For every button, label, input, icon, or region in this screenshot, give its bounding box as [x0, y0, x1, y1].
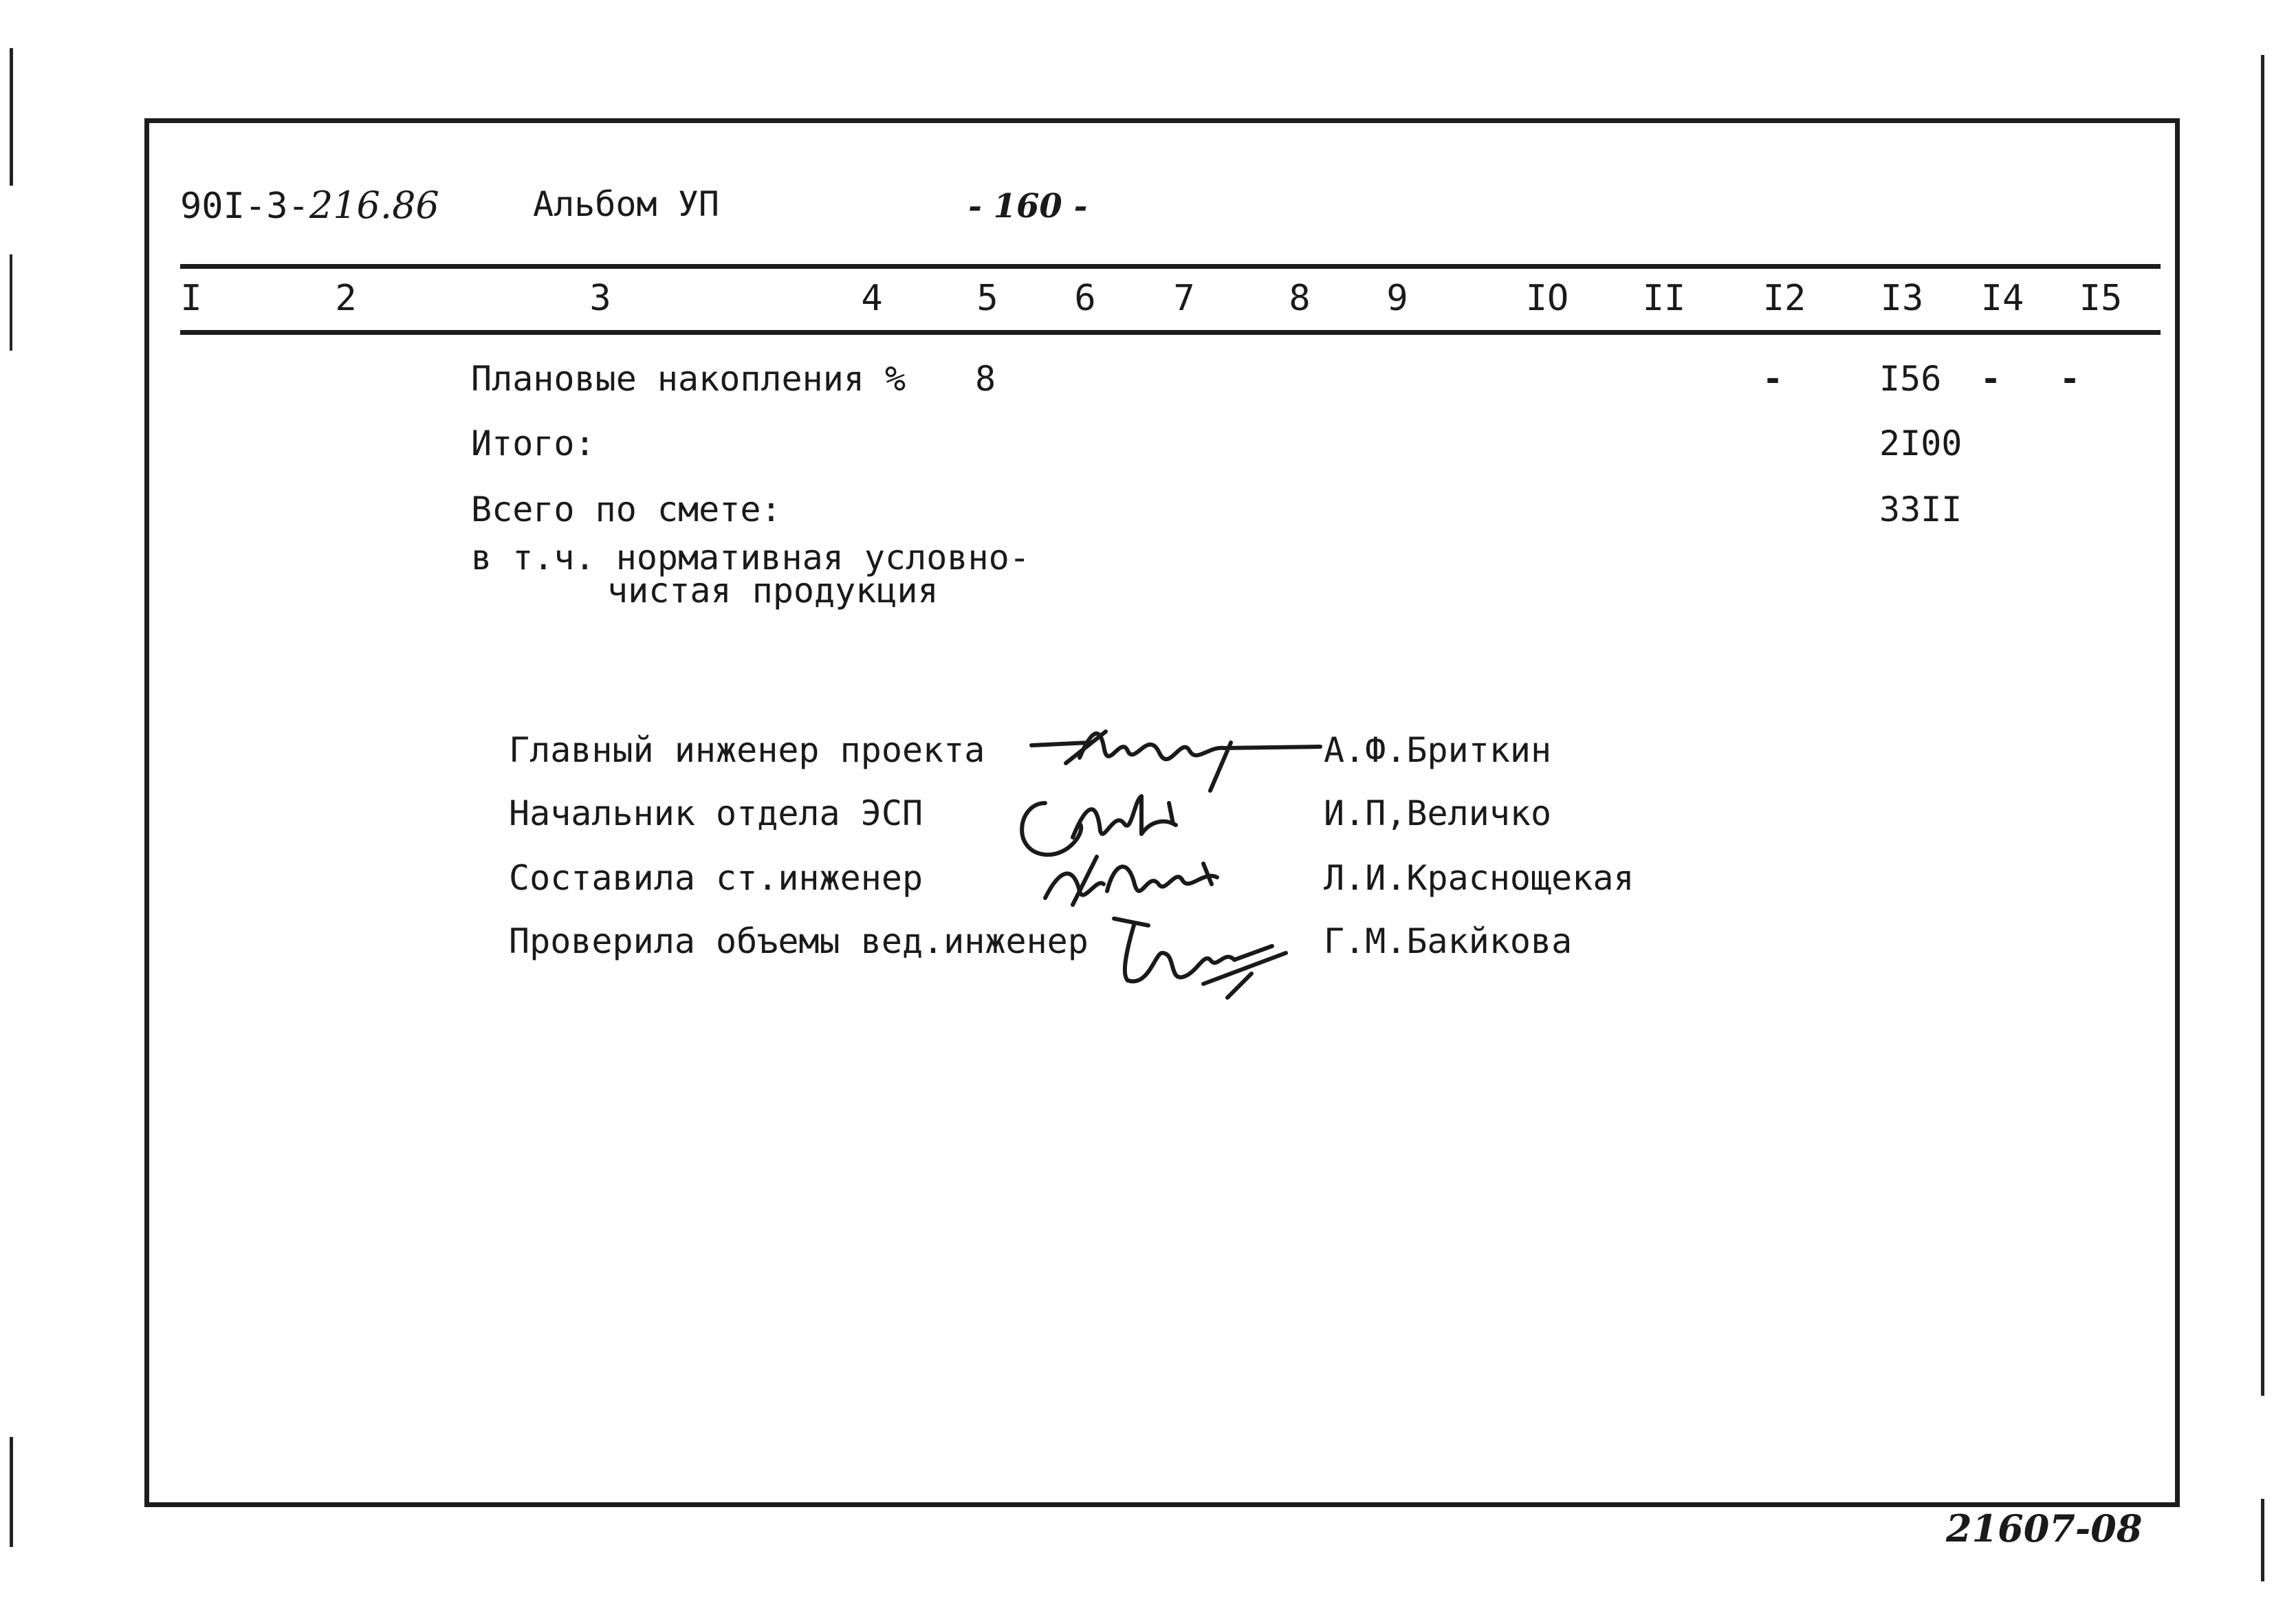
- col-num-9: 9: [1386, 278, 1408, 319]
- signature-scribble-4: [1100, 912, 1307, 1001]
- col-num-2: 2: [335, 278, 357, 319]
- row-planned-savings-col14: -: [1980, 359, 2002, 399]
- doc-code-typed: 90I-3-: [180, 186, 309, 227]
- page-edge-left-lower: [10, 254, 12, 351]
- col-num-1: I: [180, 278, 202, 319]
- col-num-15: I5: [2079, 278, 2123, 319]
- row-planned-savings-col13: I56: [1879, 359, 1942, 399]
- col-num-8: 8: [1289, 278, 1311, 319]
- signature-name-1: А.Ф.Бриткин: [1324, 730, 1552, 770]
- row-subtotal-label: Итого:: [471, 424, 595, 463]
- doc-code-handwritten: 216.86: [309, 184, 439, 227]
- footer-stamp: 21607-08: [1946, 1506, 2143, 1550]
- album-label: Альбом УП: [533, 184, 719, 224]
- row-total-label: Всего по смете:: [471, 490, 782, 529]
- signature-position-1: Главный инженер проекта: [509, 730, 985, 770]
- col-num-4: 4: [861, 278, 883, 319]
- signature-position-2: Начальник отдела ЭСП: [509, 793, 923, 833]
- row-planned-savings-label: Плановые накопления %: [471, 359, 906, 399]
- page-number: - 160 -: [968, 187, 1088, 226]
- col-num-12: I2: [1762, 278, 1806, 319]
- signature-name-4: Г.М.Бакйкова: [1324, 921, 1573, 961]
- doc-code: [180, 184, 439, 227]
- row-total-col13: 33II: [1879, 490, 1963, 529]
- signature-name-3: Л.И.Краснощекая: [1324, 858, 1635, 898]
- row-normative-label-cont: чистая продукция: [607, 571, 939, 611]
- col-num-10: IO: [1525, 278, 1569, 319]
- signature-position-3: Составила ст.инженер: [509, 858, 923, 898]
- header-rule-top: [180, 264, 2161, 269]
- col-num-6: 6: [1074, 278, 1096, 319]
- signature-position-4: Проверила объемы вед.инженер: [509, 921, 1089, 961]
- row-planned-savings-col15: -: [2059, 359, 2081, 399]
- row-planned-savings-col12: -: [1762, 359, 1784, 399]
- col-num-3: 3: [589, 278, 611, 319]
- row-planned-savings-col5: 8: [975, 359, 996, 399]
- page-edge-left-bottom: [10, 1437, 13, 1547]
- page-edge-left: [10, 48, 13, 186]
- header-rule-bottom: [180, 330, 2161, 335]
- page-edge-right-bottom: [2261, 1499, 2264, 1581]
- col-num-7: 7: [1173, 278, 1195, 319]
- signature-scribble-3: [1031, 843, 1238, 919]
- col-num-13: I3: [1880, 278, 1924, 319]
- col-num-11: II: [1642, 278, 1686, 319]
- row-normative-label: в т.ч. нормативная условно-: [471, 538, 1030, 578]
- col-num-14: I4: [1980, 278, 2024, 319]
- page-edge-right: [2261, 55, 2264, 1396]
- signature-name-2: И.П,Величко: [1324, 793, 1552, 833]
- col-num-5: 5: [976, 278, 998, 319]
- row-subtotal-col13: 2I00: [1879, 424, 1963, 463]
